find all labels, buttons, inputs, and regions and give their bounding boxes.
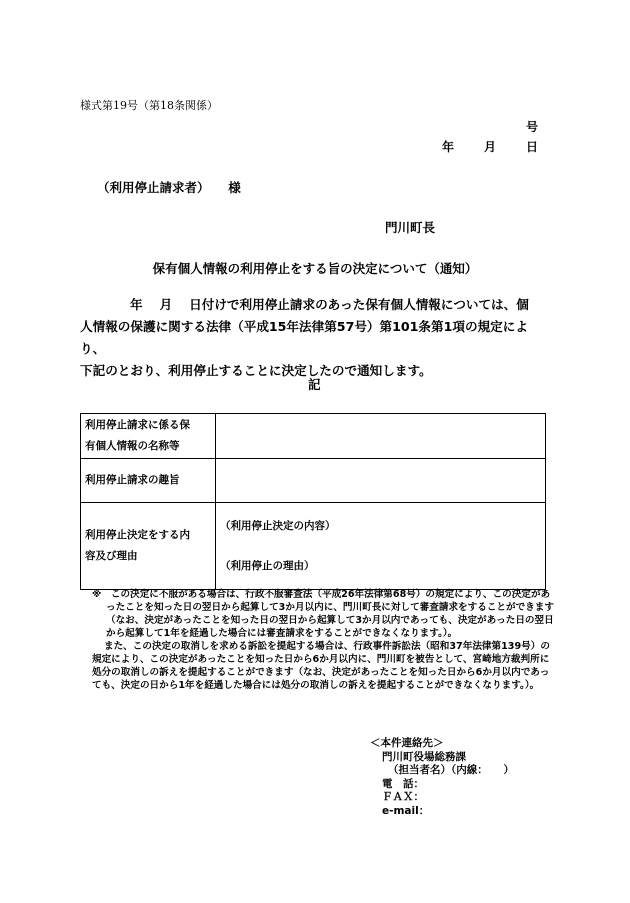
label-line: 利用停止請求に係る保 xyxy=(85,419,190,431)
body-paragraph xyxy=(80,294,550,382)
date-year: 年 xyxy=(441,140,454,154)
addressee: （利用停止請求者） 様 xyxy=(97,180,241,195)
contact-department: 門川町役場総務課 xyxy=(382,750,466,763)
note-appeal: ※ この決定に不服がある場合は、行政不服審査法（平成26年法律第68号）の規定により、この決定があったことを知った日の翌日から起算して3か月以内に、門川町長に対して審査請求をすることができます（なお、決定があったことを知った日の翌日から起算して3か月以内であっても、決定があった日の翌日から起算して1年を経過した場合には審査請求をすることができなくなります。）。 xyxy=(92,589,554,639)
decision-reason-label: （利用停止の理由） xyxy=(220,559,315,572)
row-label-info-name xyxy=(81,414,216,459)
contact-heading: ＜本件連絡先＞ xyxy=(370,737,444,749)
decision-content-label: （利用停止決定の内容） xyxy=(220,519,336,532)
row-value-purpose xyxy=(216,459,546,503)
ki-heading: 記 xyxy=(308,377,321,392)
table-row xyxy=(81,459,546,503)
document-title: 保有個人情報の利用停止をする旨の決定について（通知） xyxy=(152,261,478,276)
date-line xyxy=(442,138,538,155)
form-number: 様式第19号（第18条関係） xyxy=(80,99,218,112)
date-day: 日 xyxy=(525,140,538,154)
sender-name: 門川町長 xyxy=(385,220,436,235)
notes-section xyxy=(92,588,554,692)
decision-table xyxy=(80,413,546,590)
body-line-1: 年 月 日付けで利用停止請求のあった保有個人情報については、個 xyxy=(130,297,529,312)
label-line: 有個人情報の名称等 xyxy=(85,440,180,452)
row-value-decision xyxy=(216,503,546,590)
date-month: 月 xyxy=(483,140,496,154)
contact-phone: 電 話： xyxy=(382,777,424,790)
label-line: 容及び理由 xyxy=(85,550,138,562)
contact-fax: ＦＡＸ： xyxy=(382,791,424,803)
row-label-decision xyxy=(81,503,216,590)
body-line-3: 下記のとおり、利用停止することに決定したので通知します。 xyxy=(80,363,432,378)
document-number: 号 xyxy=(525,120,538,134)
row-value-info-name xyxy=(216,414,546,459)
note-lawsuit: また、この決定の取消しを求める訴訟を提起する場合は、行政事件訴訟法（昭和37年法律第139号）の規定により、この決定があったことを知った日から6か月以内に、門川町を被告として、宮崎地方裁判所に処分の取消しの訴えを提起することができます（なお、決定があったことを知った日から6か月以内であっても、決定の日から1年を経過した場合には処分の取消しの訴えを提起することができなくなります。）。 xyxy=(92,641,550,691)
contact-person: （担当者名）（内線： ） xyxy=(388,764,514,776)
table-row xyxy=(81,414,546,459)
contact-block xyxy=(370,737,514,818)
body-line-2: 人情報の保護に関する法律（平成15年法律第57号）第101条第1項の規定により、 xyxy=(80,319,528,356)
row-label-purpose: 利用停止請求の趣旨 xyxy=(81,459,216,503)
table-row xyxy=(81,503,546,590)
label-line: 利用停止決定をする内 xyxy=(85,529,190,541)
contact-email: e-mail： xyxy=(382,804,430,817)
